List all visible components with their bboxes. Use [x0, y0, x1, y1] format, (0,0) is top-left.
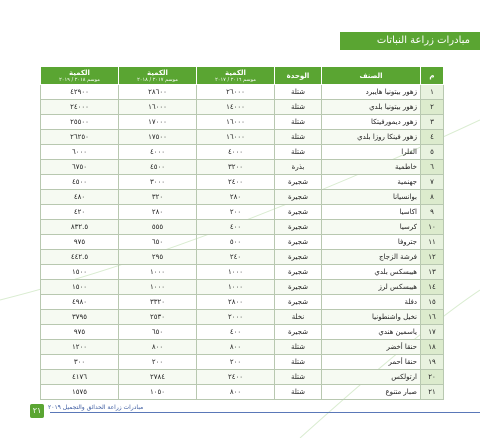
- cell-unit: شجيرة: [275, 325, 322, 340]
- cell-q1: ٢٨٠: [197, 190, 275, 205]
- table-body: [41, 85, 444, 400]
- cell-q1: ١٦٠٠٠: [197, 130, 275, 145]
- cell-q1: ٢٤٠٠: [197, 175, 275, 190]
- cell-unit: شتلة: [275, 100, 322, 115]
- cell-q3: ٨٣٢.٥: [41, 220, 119, 235]
- cell-q3: ٤٢٩٠٠: [41, 85, 119, 100]
- cell-idx: ١٩: [421, 355, 444, 370]
- table-row: [41, 370, 444, 385]
- cell-idx: ٣: [421, 115, 444, 130]
- table-row: [41, 220, 444, 235]
- table-row: [41, 250, 444, 265]
- cell-q3: ١٥٧٥: [41, 385, 119, 400]
- cell-q2: ٤٠٠٠: [119, 145, 197, 160]
- cell-idx: ٢١: [421, 385, 444, 400]
- cell-name: كرسيا: [322, 220, 421, 235]
- table-row: [41, 115, 444, 130]
- cell-name: ياسمين هندي: [322, 325, 421, 340]
- cell-name: نخيل واشنطونيا: [322, 310, 421, 325]
- cell-idx: ٩: [421, 205, 444, 220]
- cell-q3: ٤٥٠٠: [41, 175, 119, 190]
- cell-q3: ٤٤٢.٥: [41, 250, 119, 265]
- cell-name: دفلة: [322, 295, 421, 310]
- cell-q1: ٤٠٠: [197, 325, 275, 340]
- table-row: [41, 190, 444, 205]
- cell-idx: ٧: [421, 175, 444, 190]
- cell-name: جهنمية: [322, 175, 421, 190]
- table-row: [41, 310, 444, 325]
- cell-q1: ٢٦٠٠٠: [197, 85, 275, 100]
- cell-unit: شجيرة: [275, 295, 322, 310]
- cell-unit: شتلة: [275, 85, 322, 100]
- cell-q3: ٦٧٥٠: [41, 160, 119, 175]
- cell-q2: ٣٣٢٠: [119, 295, 197, 310]
- header-q2-label: الكمية: [147, 68, 168, 77]
- cell-unit: شتلة: [275, 370, 322, 385]
- cell-q1: ٢٠٠: [197, 205, 275, 220]
- cell-q1: ٢٠٠٠: [197, 310, 275, 325]
- cell-q3: ٢٥٥٠٠: [41, 115, 119, 130]
- cell-unit: شجيرة: [275, 265, 322, 280]
- cell-unit: شجيرة: [275, 175, 322, 190]
- header-q1-label: الكمية: [225, 68, 246, 77]
- cell-q3: ٤١٧٦: [41, 370, 119, 385]
- cell-q1: ٢٤٠٠: [197, 370, 275, 385]
- table-row: [41, 100, 444, 115]
- cell-q2: ٤٥٠٠: [119, 160, 197, 175]
- cell-name: زهور ديمورفيتكا: [322, 115, 421, 130]
- cell-q3: ٤٢٠: [41, 205, 119, 220]
- header-idx: م: [421, 67, 444, 85]
- table-header-row: [41, 67, 444, 85]
- footer-text: مبادرات زراعة الحدائق والتجميل ٢٠١٩: [48, 404, 144, 411]
- cell-q3: ٣٧٩٥: [41, 310, 119, 325]
- header-q3-season: موسم ٢٠١٨ / ٢٠١٩: [59, 76, 100, 83]
- cell-unit: نخلة: [275, 310, 322, 325]
- cell-q3: ١٥٠٠: [41, 265, 119, 280]
- cell-name: زهور بيتونيا بلدي: [322, 100, 421, 115]
- cell-q2: ١٠٥٠: [119, 385, 197, 400]
- cell-q2: ٢٨٠: [119, 205, 197, 220]
- cell-unit: شجيرة: [275, 205, 322, 220]
- cell-q1: ١٠٠٠: [197, 265, 275, 280]
- header-q1: [197, 67, 275, 85]
- cell-name: حنقا أحمر: [322, 355, 421, 370]
- cell-name: ارتولكس: [322, 370, 421, 385]
- table-row: [41, 385, 444, 400]
- cell-idx: ١٦: [421, 310, 444, 325]
- table-row: [41, 280, 444, 295]
- cell-name: حنقا أخضر: [322, 340, 421, 355]
- header-q3-label: الكمية: [69, 68, 90, 77]
- table-row: [41, 205, 444, 220]
- cell-q1: ٨٠٠: [197, 340, 275, 355]
- cell-q3: ١٥٠٠: [41, 280, 119, 295]
- cell-name: هيبسكس لرز: [322, 280, 421, 295]
- cell-unit: شجيرة: [275, 220, 322, 235]
- cell-unit: شتلة: [275, 145, 322, 160]
- cell-idx: ١١: [421, 235, 444, 250]
- cell-name: الفلرا: [322, 145, 421, 160]
- cell-idx: ١٤: [421, 280, 444, 295]
- cell-q1: ١٤٠٠٠: [197, 100, 275, 115]
- cell-unit: شتلة: [275, 130, 322, 145]
- cell-q2: ٢٠٠: [119, 355, 197, 370]
- cell-q1: ٢٨٠٠: [197, 295, 275, 310]
- table-row: [41, 130, 444, 145]
- header-name: الصنف: [322, 67, 421, 85]
- cell-q2: ٢٧٨٤: [119, 370, 197, 385]
- cell-q3: ٩٧٥: [41, 235, 119, 250]
- cell-idx: ١٧: [421, 325, 444, 340]
- cell-name: زهور فينكا روزا بلدي: [322, 130, 421, 145]
- header-q2: [119, 67, 197, 85]
- cell-q2: ٣٢٠: [119, 190, 197, 205]
- header-q1-season: موسم ٢٠١٦ / ٢٠١٧: [215, 76, 256, 83]
- cell-q2: ٦٥٠: [119, 325, 197, 340]
- cell-idx: ٢: [421, 100, 444, 115]
- cell-q1: ٥٠٠: [197, 235, 275, 250]
- cell-name: خاطمية: [322, 160, 421, 175]
- cell-name: بوانسيانا: [322, 190, 421, 205]
- cell-unit: شجيرة: [275, 250, 322, 265]
- cell-q2: ١٠٠٠: [119, 265, 197, 280]
- cell-name: صبار متنوع: [322, 385, 421, 400]
- cell-q1: ٣٢٠٠: [197, 160, 275, 175]
- cell-q2: ١٧٥٠٠: [119, 130, 197, 145]
- cell-q1: ٨٠٠: [197, 385, 275, 400]
- cell-idx: ١٠: [421, 220, 444, 235]
- cell-idx: ٥: [421, 145, 444, 160]
- cell-name: اكاسيا: [322, 205, 421, 220]
- cell-idx: ٨: [421, 190, 444, 205]
- cell-idx: ١٢: [421, 250, 444, 265]
- cell-name: جتروفا: [322, 235, 421, 250]
- table-row: [41, 85, 444, 100]
- cell-q3: ٢٦٢٥٠: [41, 130, 119, 145]
- table-row: [41, 295, 444, 310]
- cell-unit: شجيرة: [275, 190, 322, 205]
- table-row: [41, 340, 444, 355]
- cell-q2: ٢٨٦٠٠: [119, 85, 197, 100]
- cell-idx: ٦: [421, 160, 444, 175]
- cell-idx: ٢٠: [421, 370, 444, 385]
- table-row: [41, 235, 444, 250]
- cell-unit: شتلة: [275, 385, 322, 400]
- cell-q3: ٤٩٨٠: [41, 295, 119, 310]
- table-row: [41, 145, 444, 160]
- cell-unit: شتلة: [275, 355, 322, 370]
- cell-q2: ٥٥٥: [119, 220, 197, 235]
- cell-q3: ٣٠٠: [41, 355, 119, 370]
- cell-unit: بذرة: [275, 160, 322, 175]
- cell-q2: ٣٠٠٠: [119, 175, 197, 190]
- cell-idx: ١٣: [421, 265, 444, 280]
- cell-q2: ٢٥٣٠: [119, 310, 197, 325]
- section-banner: مبادرات زراعة النباتات: [340, 32, 480, 50]
- cell-q2: ١٦٠٠٠: [119, 100, 197, 115]
- cell-idx: ٤: [421, 130, 444, 145]
- table-row: [41, 160, 444, 175]
- cell-q1: ١٠٠٠: [197, 280, 275, 295]
- cell-q3: ١٢٠٠: [41, 340, 119, 355]
- cell-q2: ١٧٠٠٠: [119, 115, 197, 130]
- cell-q1: ٢٤٠: [197, 250, 275, 265]
- cell-name: فرشة الزجاج: [322, 250, 421, 265]
- cell-q1: ٢٠٠: [197, 355, 275, 370]
- cell-q2: ٢٩٥: [119, 250, 197, 265]
- page-number: ٢١: [30, 404, 44, 418]
- cell-name: زهور بيتونيا هايبرد: [322, 85, 421, 100]
- cell-idx: ١: [421, 85, 444, 100]
- cell-idx: ١٥: [421, 295, 444, 310]
- cell-q1: ٤٠٠: [197, 220, 275, 235]
- table-row: [41, 265, 444, 280]
- header-q3: [41, 67, 119, 85]
- cell-q3: ٦٠٠٠: [41, 145, 119, 160]
- footer-divider: [50, 412, 480, 413]
- cell-unit: شجيرة: [275, 235, 322, 250]
- cell-q1: ١٦٠٠٠: [197, 115, 275, 130]
- header-unit: الوحدة: [275, 67, 322, 85]
- data-table: [40, 66, 444, 400]
- table-row: [41, 175, 444, 190]
- cell-q3: ٩٧٥: [41, 325, 119, 340]
- cell-q2: ٨٠٠: [119, 340, 197, 355]
- header-q2-season: موسم ٢٠١٧ / ٢٠١٨: [137, 76, 178, 83]
- table-row: [41, 355, 444, 370]
- table-row: [41, 325, 444, 340]
- cell-q3: ٤٨٠: [41, 190, 119, 205]
- cell-idx: ١٨: [421, 340, 444, 355]
- cell-q1: ٤٠٠٠: [197, 145, 275, 160]
- cell-unit: شتلة: [275, 340, 322, 355]
- cell-q2: ٦٥٠: [119, 235, 197, 250]
- cell-q2: ١٠٠٠: [119, 280, 197, 295]
- cell-unit: شتلة: [275, 115, 322, 130]
- cell-q3: ٢٤٠٠٠: [41, 100, 119, 115]
- cell-name: هيبسكس بلدي: [322, 265, 421, 280]
- cell-unit: شجيرة: [275, 280, 322, 295]
